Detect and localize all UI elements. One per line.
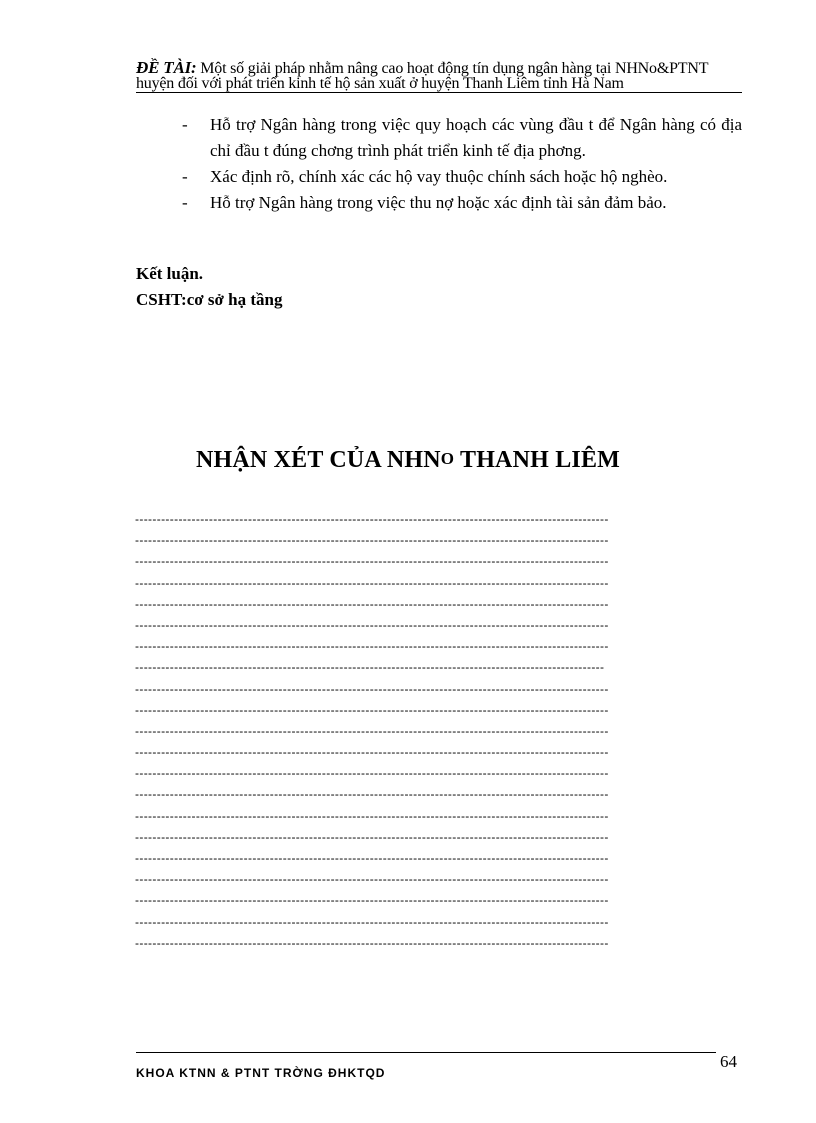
bullet-text: Hỗ trợ Ngân hàng trong việc quy hoạch các vùng đầu t để Ngân hàng có địa chỉ đầu t đúng chơng trình phát triển kinh tế địa phơng. [210,115,742,160]
comment-line: ------------------------------------------------------------------------------------------------------------- [135,681,609,696]
conclusion-block [136,261,283,313]
bullet-text: Xác định rõ, chính xác các hộ vay thuộc chính sách hoặc hộ nghèo. [210,167,668,186]
document-header [136,60,742,93]
conclusion-heading: Kết luận. [136,264,204,283]
comment-line: ------------------------------------------------------------------------------------------------------------- [135,851,609,865]
comment-line: ------------------------------------------------------------------------------------------------------------- [135,723,609,738]
comment-line: ------------------------------------------------------------------------------------------------------------- [135,808,609,823]
abbreviation-note: CSHT:cơ sở hạ tầng [136,290,283,309]
comment-line: ------------------------------------------------------------------------------------------------------------- [135,935,609,950]
section-title [0,447,816,474]
comment-line: ------------------------------------------------------------------------------------------------------------- [135,639,609,654]
bullet-list [182,112,742,216]
comment-line: ------------------------------------------------------------------------------------------------------------- [135,512,609,526]
comment-line: ------------------------------------------------------------------------------------------------------------- [135,617,609,632]
comment-line: ------------------------------------------------------------------------------------------------------------- [135,766,609,781]
comment-line: ------------------------------------------------------------------------------------------------------------- [135,893,609,908]
comment-line: ------------------------------------------------------------------------------------------------------------- [135,575,609,590]
bullet-marker: - [182,193,188,212]
list-item [182,164,742,190]
comment-line: ------------------------------------------------------------------------------------------------------------- [135,914,609,929]
comment-line: ------------------------------------------------------------------------------------------------------------- [135,702,609,717]
comment-line: ------------------------------------------------------------------------------------------------------------- [135,872,609,887]
list-item [182,190,742,216]
comment-line: ------------------------------------------------------------------------------------------------------------- [135,787,609,802]
page-number: 64 [720,1052,737,1071]
section-title-main: NHẬN XÉT CỦA NHN [195,447,441,473]
section-title-small: O [440,449,455,468]
list-item [182,112,742,164]
comment-line: ------------------------------------------------------------------------------------------------------------- [135,745,609,760]
header-title: Một số giải pháp nhằm nâng cao hoạt động tín dụng ngân hàng tại NHNo&PTNT huyện đối với phát triển kinh tế hộ sản xuất ở huyện Thanh Liêm tỉnh Hà Nam [136,60,708,92]
comment-line: ------------------------------------------------------------------------------------------------------------- [135,533,609,548]
comment-line: ------------------------------------------------------------------------------------------------------------- [135,554,609,569]
footer-divider [136,1052,716,1053]
comment-line: ------------------------------------------------------------------------------------------------------------ [135,660,605,675]
bullet-marker: - [182,167,188,186]
comment-line: ------------------------------------------------------------------------------------------------------------- [135,596,609,611]
section-title-rest: THANH LIÊM [454,447,621,473]
comment-line: ------------------------------------------------------------------------------------------------------------- [135,829,609,844]
bullet-marker: - [182,115,188,134]
header-label: ĐỀ TÀI: [136,58,197,77]
footer-text: KHOA KTNN & PTNT TRỜNG ĐHKTQD [136,1066,386,1080]
comment-lines [135,509,725,954]
bullet-text: Hỗ trợ Ngân hàng trong việc thu nợ hoặc xác định tài sản đảm bảo. [210,193,667,212]
